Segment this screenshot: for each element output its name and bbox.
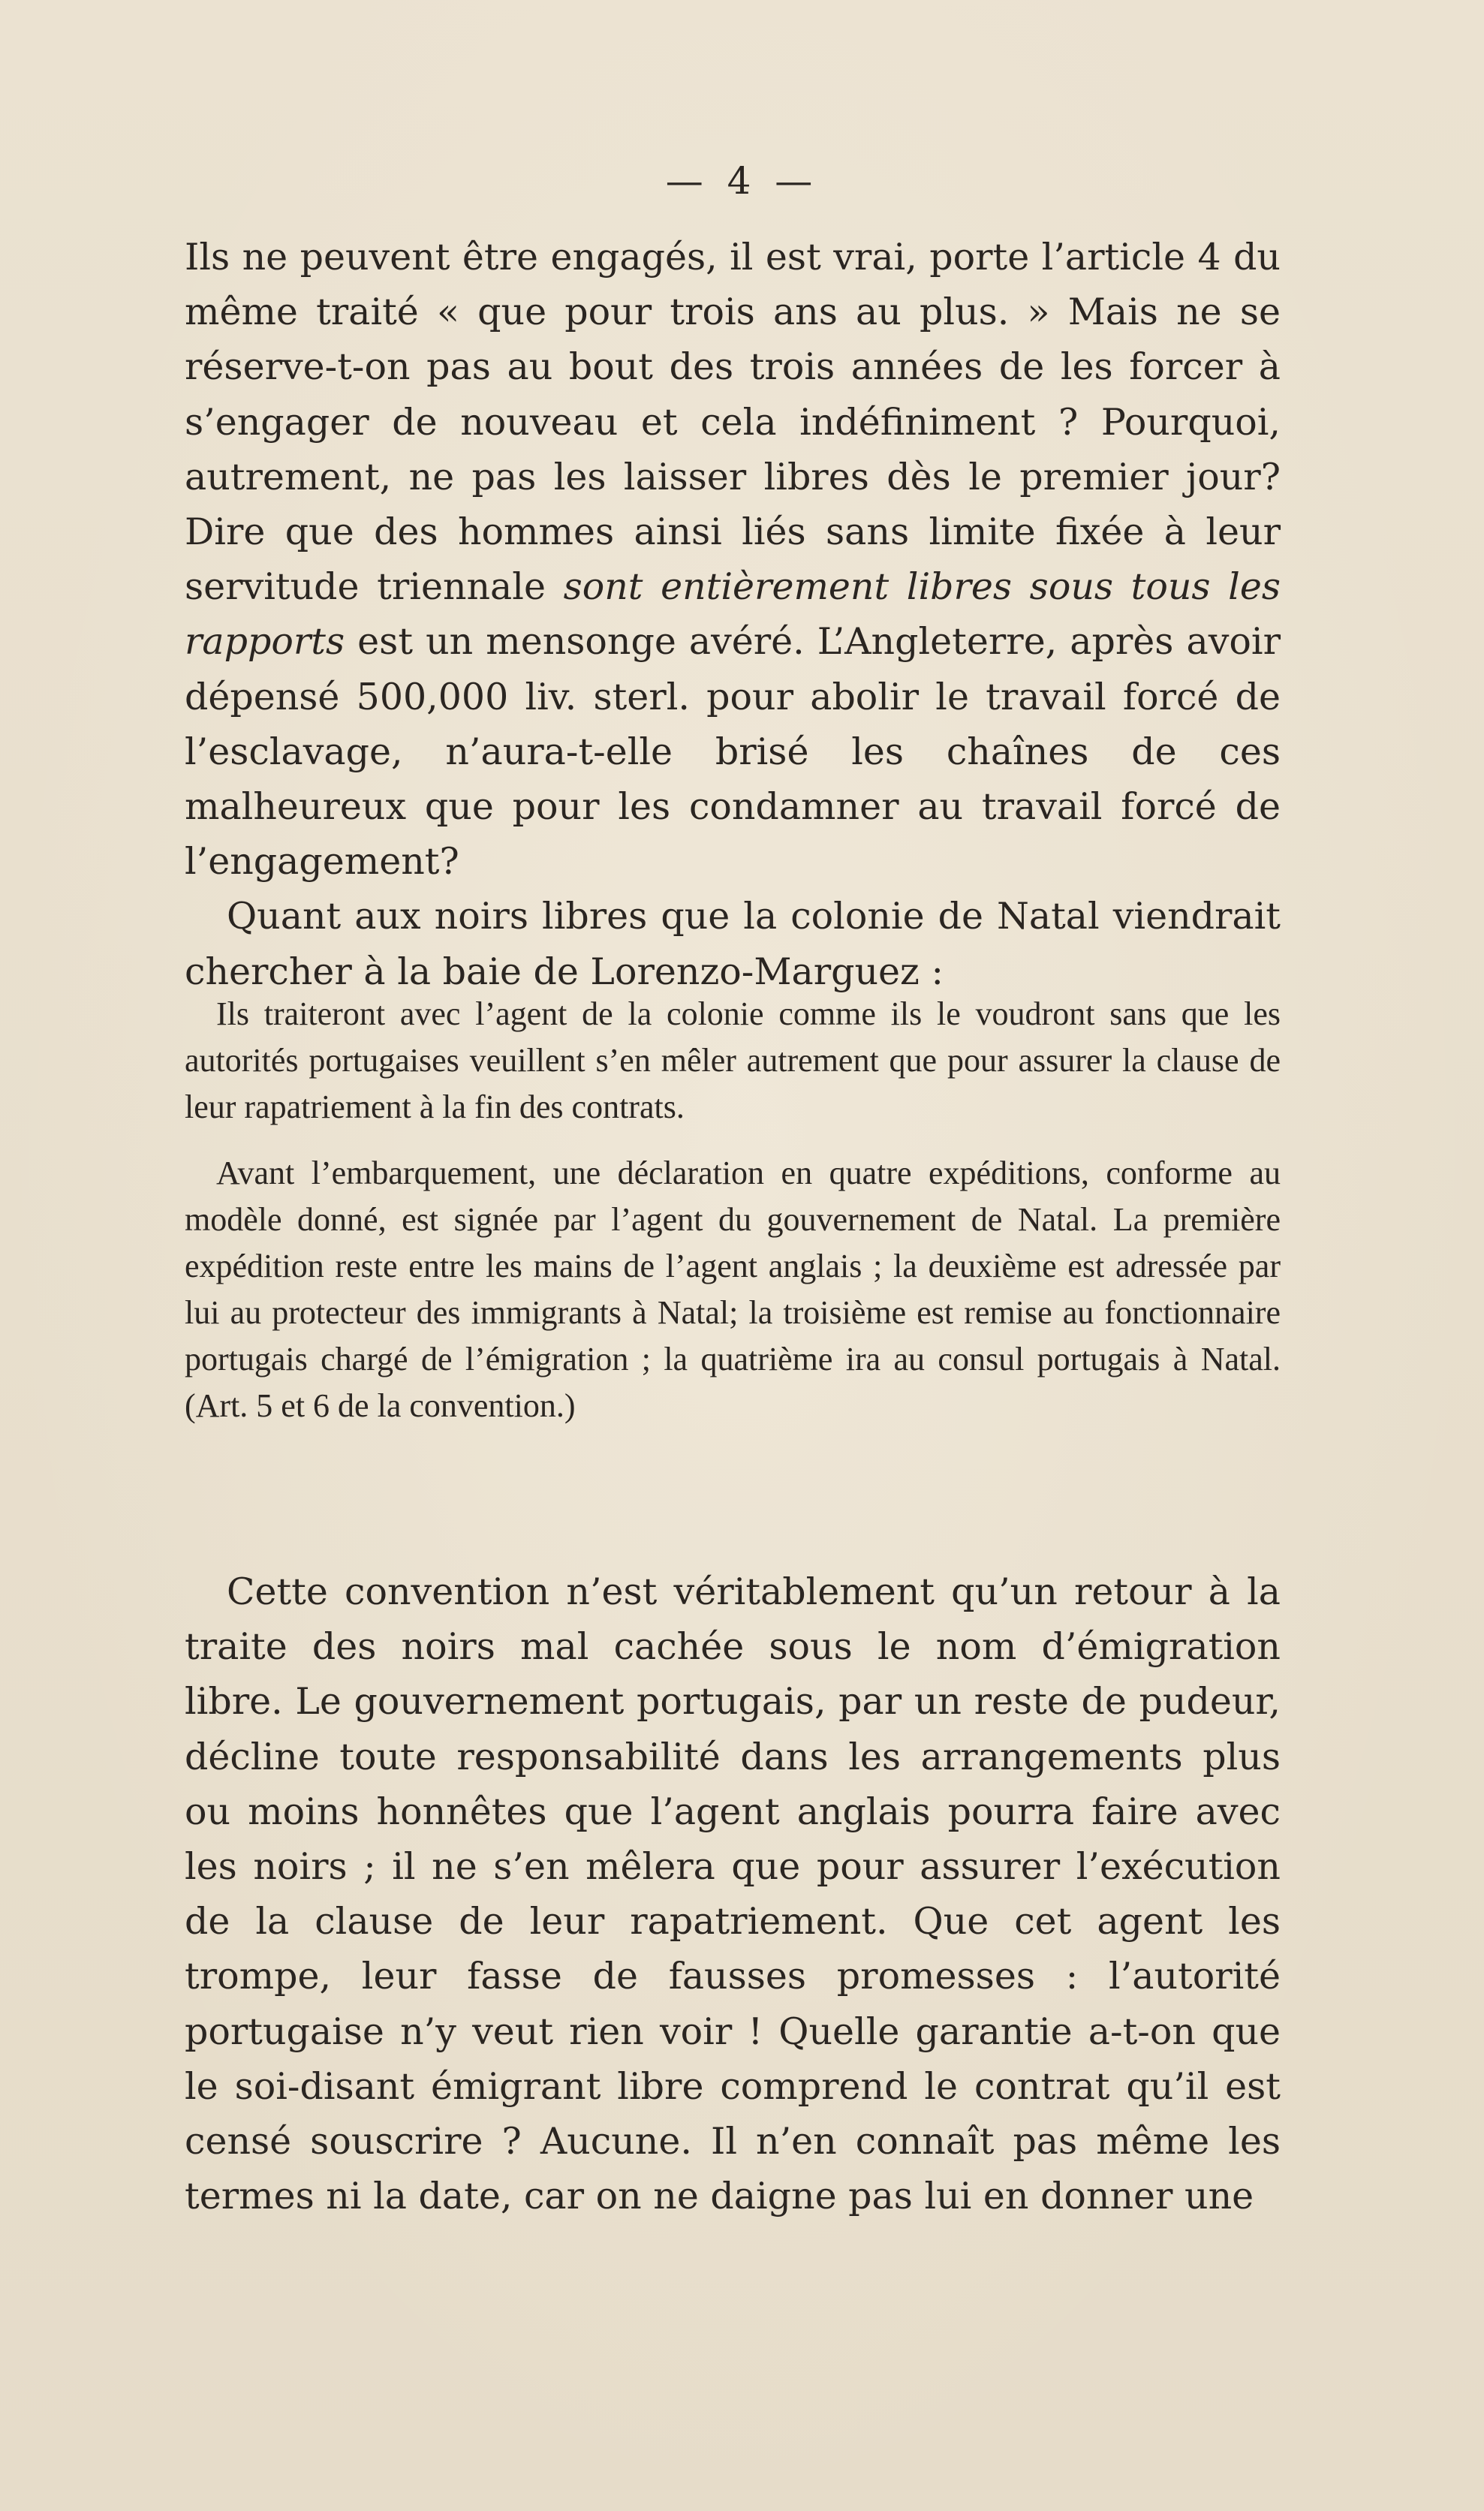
paragraph-3: Cette convention n’est véritablement qu’un retour à la traite des noirs mal cachée sous le nom d’émigration libre. Le gouvernement portugais, par un reste de pudeur, décline toute responsabilité dans les arrangements plus ou moins honnêtes que l’agent anglais pourra faire avec les noirs ; il ne s’en mêlera que pour assurer l’exécution de la clause de leur rapatriement. Que cet agent les trompe, leur fasse de fausses promesses : l’autorité portugaise n’y veut rien voir ! Quelle garantie a-t-on que le soi-disant émigrant libre comprend le contrat qu’il est censé souscrire ? Aucune. Il n’en connaît pas même les termes ni la date, car on ne daigne pas lui en donner une (185, 1570, 1281, 2218)
quote-paragraph-1: Ils traiteront avec l’agent de la colonie comme ils le voudront sans que les autorités portugaises veuillent s’en mêler autrement que pour assurer la clause de leur rapatriement à la fin des contrats. (185, 995, 1281, 1125)
upper-body-text (185, 230, 1281, 999)
paragraph-1-part-1: Ils ne peuvent être engagés, il est vrai, porte l’article 4 du même traité « que pour trois ans au plus. » Mais ne se réserve-t-on pas au bout des trois années de les forcer à s’engager de nouveau et cela indéfiniment ? Pourquoi, autrement, ne pas les laisser libres dès le premier jour? Dire que des hommes ainsi liés sans limite fixée à leur servitude triennale (185, 236, 1281, 609)
paragraph-1-part-2: est un mensonge avéré. L’Angleterre, après avoir dépensé 500,000 liv. sterl. pour abolir le travail forcé de l’esclavage, n’aura-t-elle brisé les chaînes de ces malheureux que pour les condamner au travail forcé de l’engagement? (185, 620, 1281, 884)
paragraph-1-italic-phrase: sont entièrement libres sous tous les rapports (185, 565, 1281, 664)
quote-paragraph-2: Avant l’embarquement, une déclaration en quatre expéditions, conforme au modèle donné, est signée par l’agent du gouvernement de Natal. La première expédition reste entre les mains de l’agent anglais ; la deuxième est adressée par lui au protecteur des immigrants à Natal; la troisième est remise au fonctionnaire portugais chargé de l’émigration ; la quatrième ira au consul portugais à Natal. (Art. 5 et 6 de la convention.) (185, 1155, 1281, 1424)
lower-body-text (185, 1564, 1281, 2223)
quoted-convention-text (185, 991, 1281, 1429)
paragraph-1 (185, 230, 1281, 889)
page-number: — 4 — (665, 159, 819, 203)
paragraph-2: Quant aux noirs libres que la colonie de Natal viendrait chercher à la baie de Lorenzo-Marguez : (185, 895, 1281, 993)
